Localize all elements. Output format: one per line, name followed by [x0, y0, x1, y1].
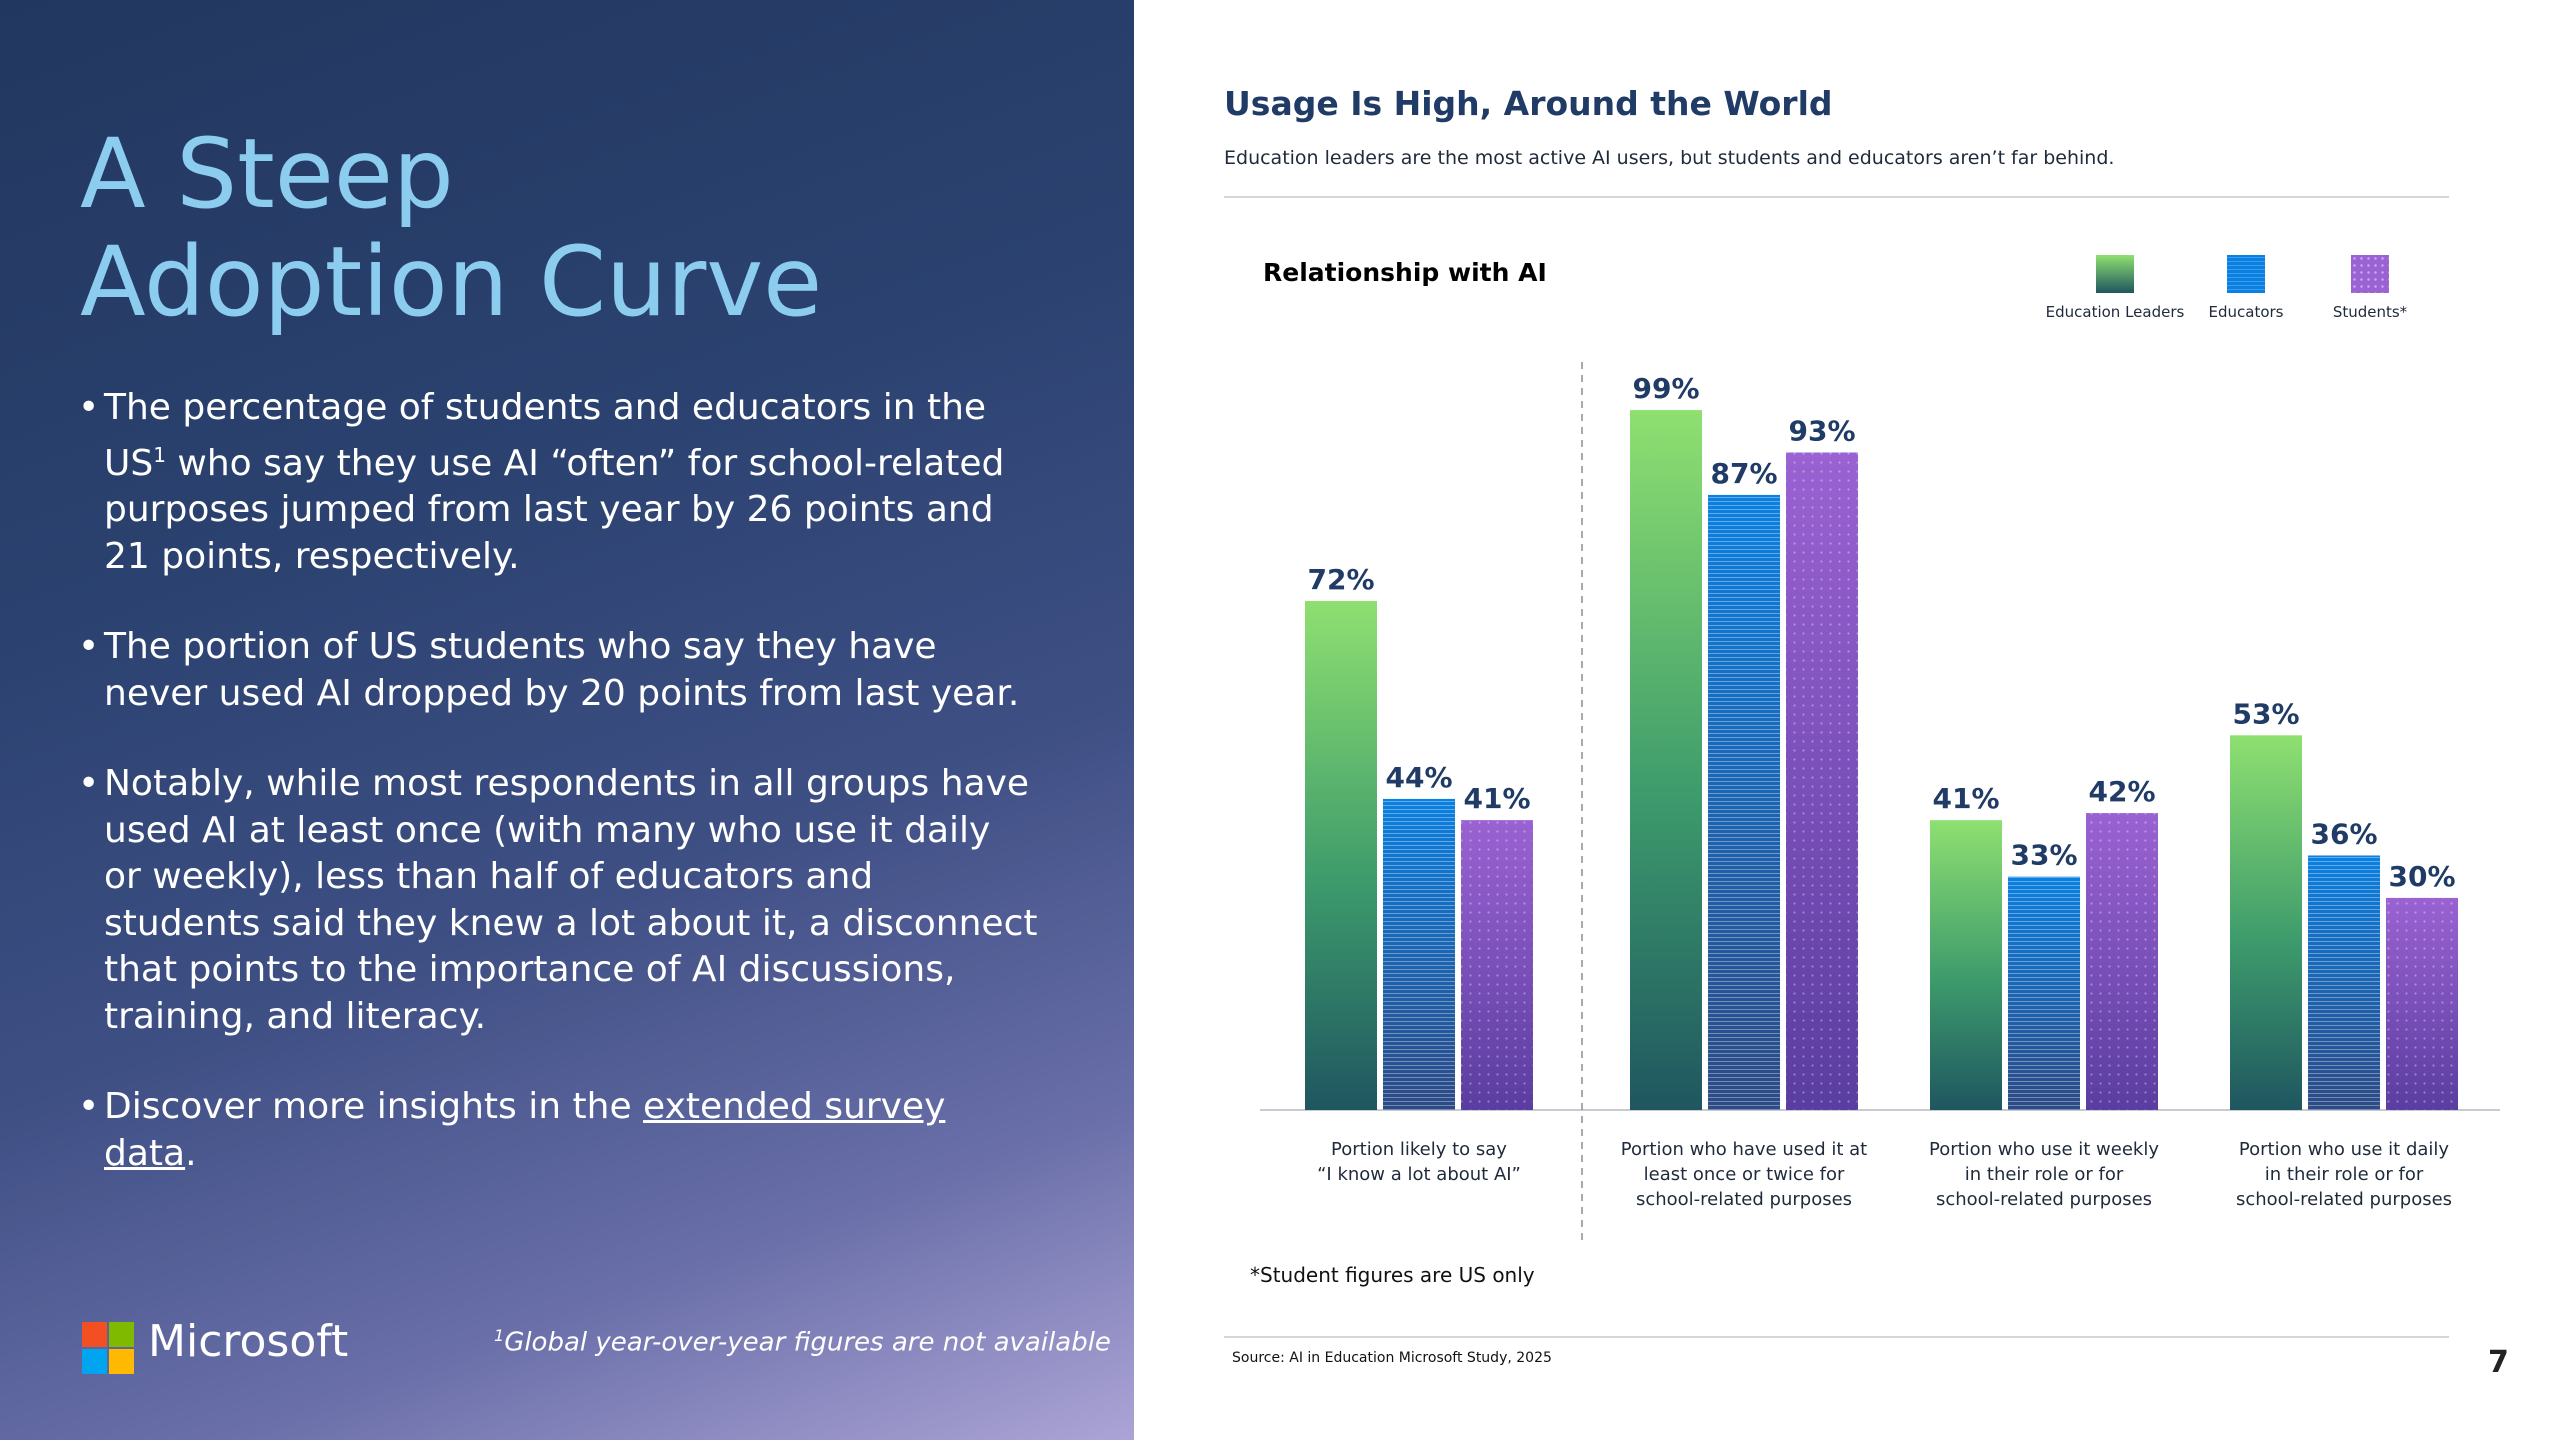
divider	[1224, 196, 2449, 198]
data-label: 33%	[2010, 838, 2078, 872]
data-label: 30%	[2388, 859, 2456, 893]
bar-educators-texture	[2008, 877, 2080, 1110]
bullet-dot: •	[78, 626, 100, 667]
bullet-text-part: Discover more insights in the	[104, 1086, 644, 1127]
category-label: in their role or for	[1964, 1164, 2124, 1185]
bullet-dot: •	[78, 1086, 100, 1127]
category-label: “I know a lot about AI”	[1317, 1164, 1521, 1185]
category-label: least once or twice for	[1643, 1164, 1845, 1185]
slide-title-line2: Adoption Curve	[80, 226, 823, 338]
microsoft-wordmark: Microsoft	[148, 1316, 349, 1367]
data-label: 41%	[1463, 782, 1531, 816]
category-label: Portion who use it daily	[2238, 1139, 2450, 1160]
legend-label: Students*	[2332, 303, 2408, 321]
data-label: 72%	[1307, 562, 1375, 596]
footnote-marker: 1	[494, 1326, 505, 1345]
data-label: 53%	[2232, 697, 2300, 731]
left-panel	[0, 0, 1134, 1440]
bar-chart-svg	[1250, 350, 2510, 1250]
data-label: 99%	[1632, 372, 1700, 406]
legend-swatch	[2351, 255, 2389, 293]
bar-students-texture	[2386, 898, 2458, 1110]
bar-chart	[1250, 350, 2510, 1250]
legend-item-education-leaders	[2040, 255, 2190, 321]
bullet-dot: •	[78, 763, 100, 804]
data-label: 36%	[2310, 817, 2378, 851]
bullet-text	[104, 385, 1038, 580]
category-label: Portion who use it weekly	[1928, 1139, 2160, 1160]
data-label: 42%	[2088, 775, 2156, 809]
legend-label: Educators	[2208, 303, 2284, 321]
legend-item-educators	[2196, 255, 2296, 321]
legend-label: Education Leaders	[2045, 303, 2185, 321]
bullet-text-part: who say they use AI “often” for school-related purposes jumped from last year by 26 points and 21 points, respectively.	[104, 442, 1005, 577]
bar-educators-texture	[1383, 799, 1455, 1110]
bar-students-texture	[1461, 820, 1533, 1110]
data-label: 87%	[1710, 456, 1778, 490]
bar-education-leaders	[1630, 410, 1702, 1110]
category-label: school-related purposes	[2235, 1189, 2453, 1210]
divider	[1224, 1336, 2449, 1338]
category-label: school-related purposes	[1635, 1189, 1853, 1210]
chart-note: *Student figures are US only	[1250, 1263, 1535, 1287]
bar-students-texture	[1786, 452, 1858, 1110]
chart-title: Relationship with AI	[1263, 258, 1547, 287]
bullet-dot: •	[78, 387, 100, 428]
category-label: school-related purposes	[1935, 1189, 2153, 1210]
footnote	[494, 1326, 1111, 1358]
source-text: Source: AI in Education Microsoft Study, 2025	[1232, 1350, 1552, 1366]
bullet-text-part: .	[185, 1132, 197, 1174]
footnote-marker: 1	[153, 442, 166, 467]
legend-swatch	[2227, 255, 2265, 293]
legend-swatch	[2096, 255, 2134, 293]
extended-survey-data-link[interactable]: extended survey data	[104, 1086, 946, 1174]
category-label: Portion likely to say	[1331, 1139, 1507, 1160]
chart-section-title: Usage Is High, Around the World	[1224, 84, 1833, 123]
bar-education-leaders	[1930, 820, 2002, 1110]
category-label: Portion who have used it at	[1620, 1139, 1868, 1160]
bullet-item	[78, 761, 1038, 1040]
bullet-list	[78, 385, 1038, 1221]
bullet-text	[104, 1084, 1038, 1177]
bullet-text: Notably, while most respondents in all groups have used AI at least once (with many who use it daily or weekly), less than half of educators and students said they knew a lot about it, a disconnect that points to the importance of AI discussions, training, and literacy.	[104, 763, 1038, 1037]
data-label: 44%	[1385, 760, 1453, 794]
data-label: 41%	[1932, 782, 2000, 816]
bullet-text: The portion of US students who say they have never used AI dropped by 20 points from last year.	[104, 626, 1020, 714]
footnote-text: Global year-over-year figures are not available	[504, 1327, 1111, 1358]
bar-students-texture	[2086, 813, 2158, 1110]
bullet-item	[78, 385, 1038, 580]
slide-title	[80, 120, 822, 336]
slide-title-line1: A Steep	[80, 118, 454, 230]
data-label: 93%	[1788, 414, 1856, 448]
bullet-text-part: The percentage of students and educators in the US	[104, 387, 987, 484]
chart-section-subtitle: Education leaders are the most active AI users, but students and educators aren’t far behind.	[1224, 147, 2115, 169]
bar-education-leaders	[2230, 735, 2302, 1110]
bar-educators-texture	[2308, 855, 2380, 1110]
bar-educators-texture	[1708, 495, 1780, 1110]
bullet-item	[78, 624, 1038, 717]
legend-item-students	[2320, 255, 2420, 321]
bar-education-leaders	[1305, 601, 1377, 1110]
bullet-item	[78, 1084, 1038, 1177]
category-label: in their role or for	[2264, 1164, 2424, 1185]
microsoft-logo-icon	[82, 1322, 134, 1374]
page-number: 7	[2488, 1345, 2509, 1380]
